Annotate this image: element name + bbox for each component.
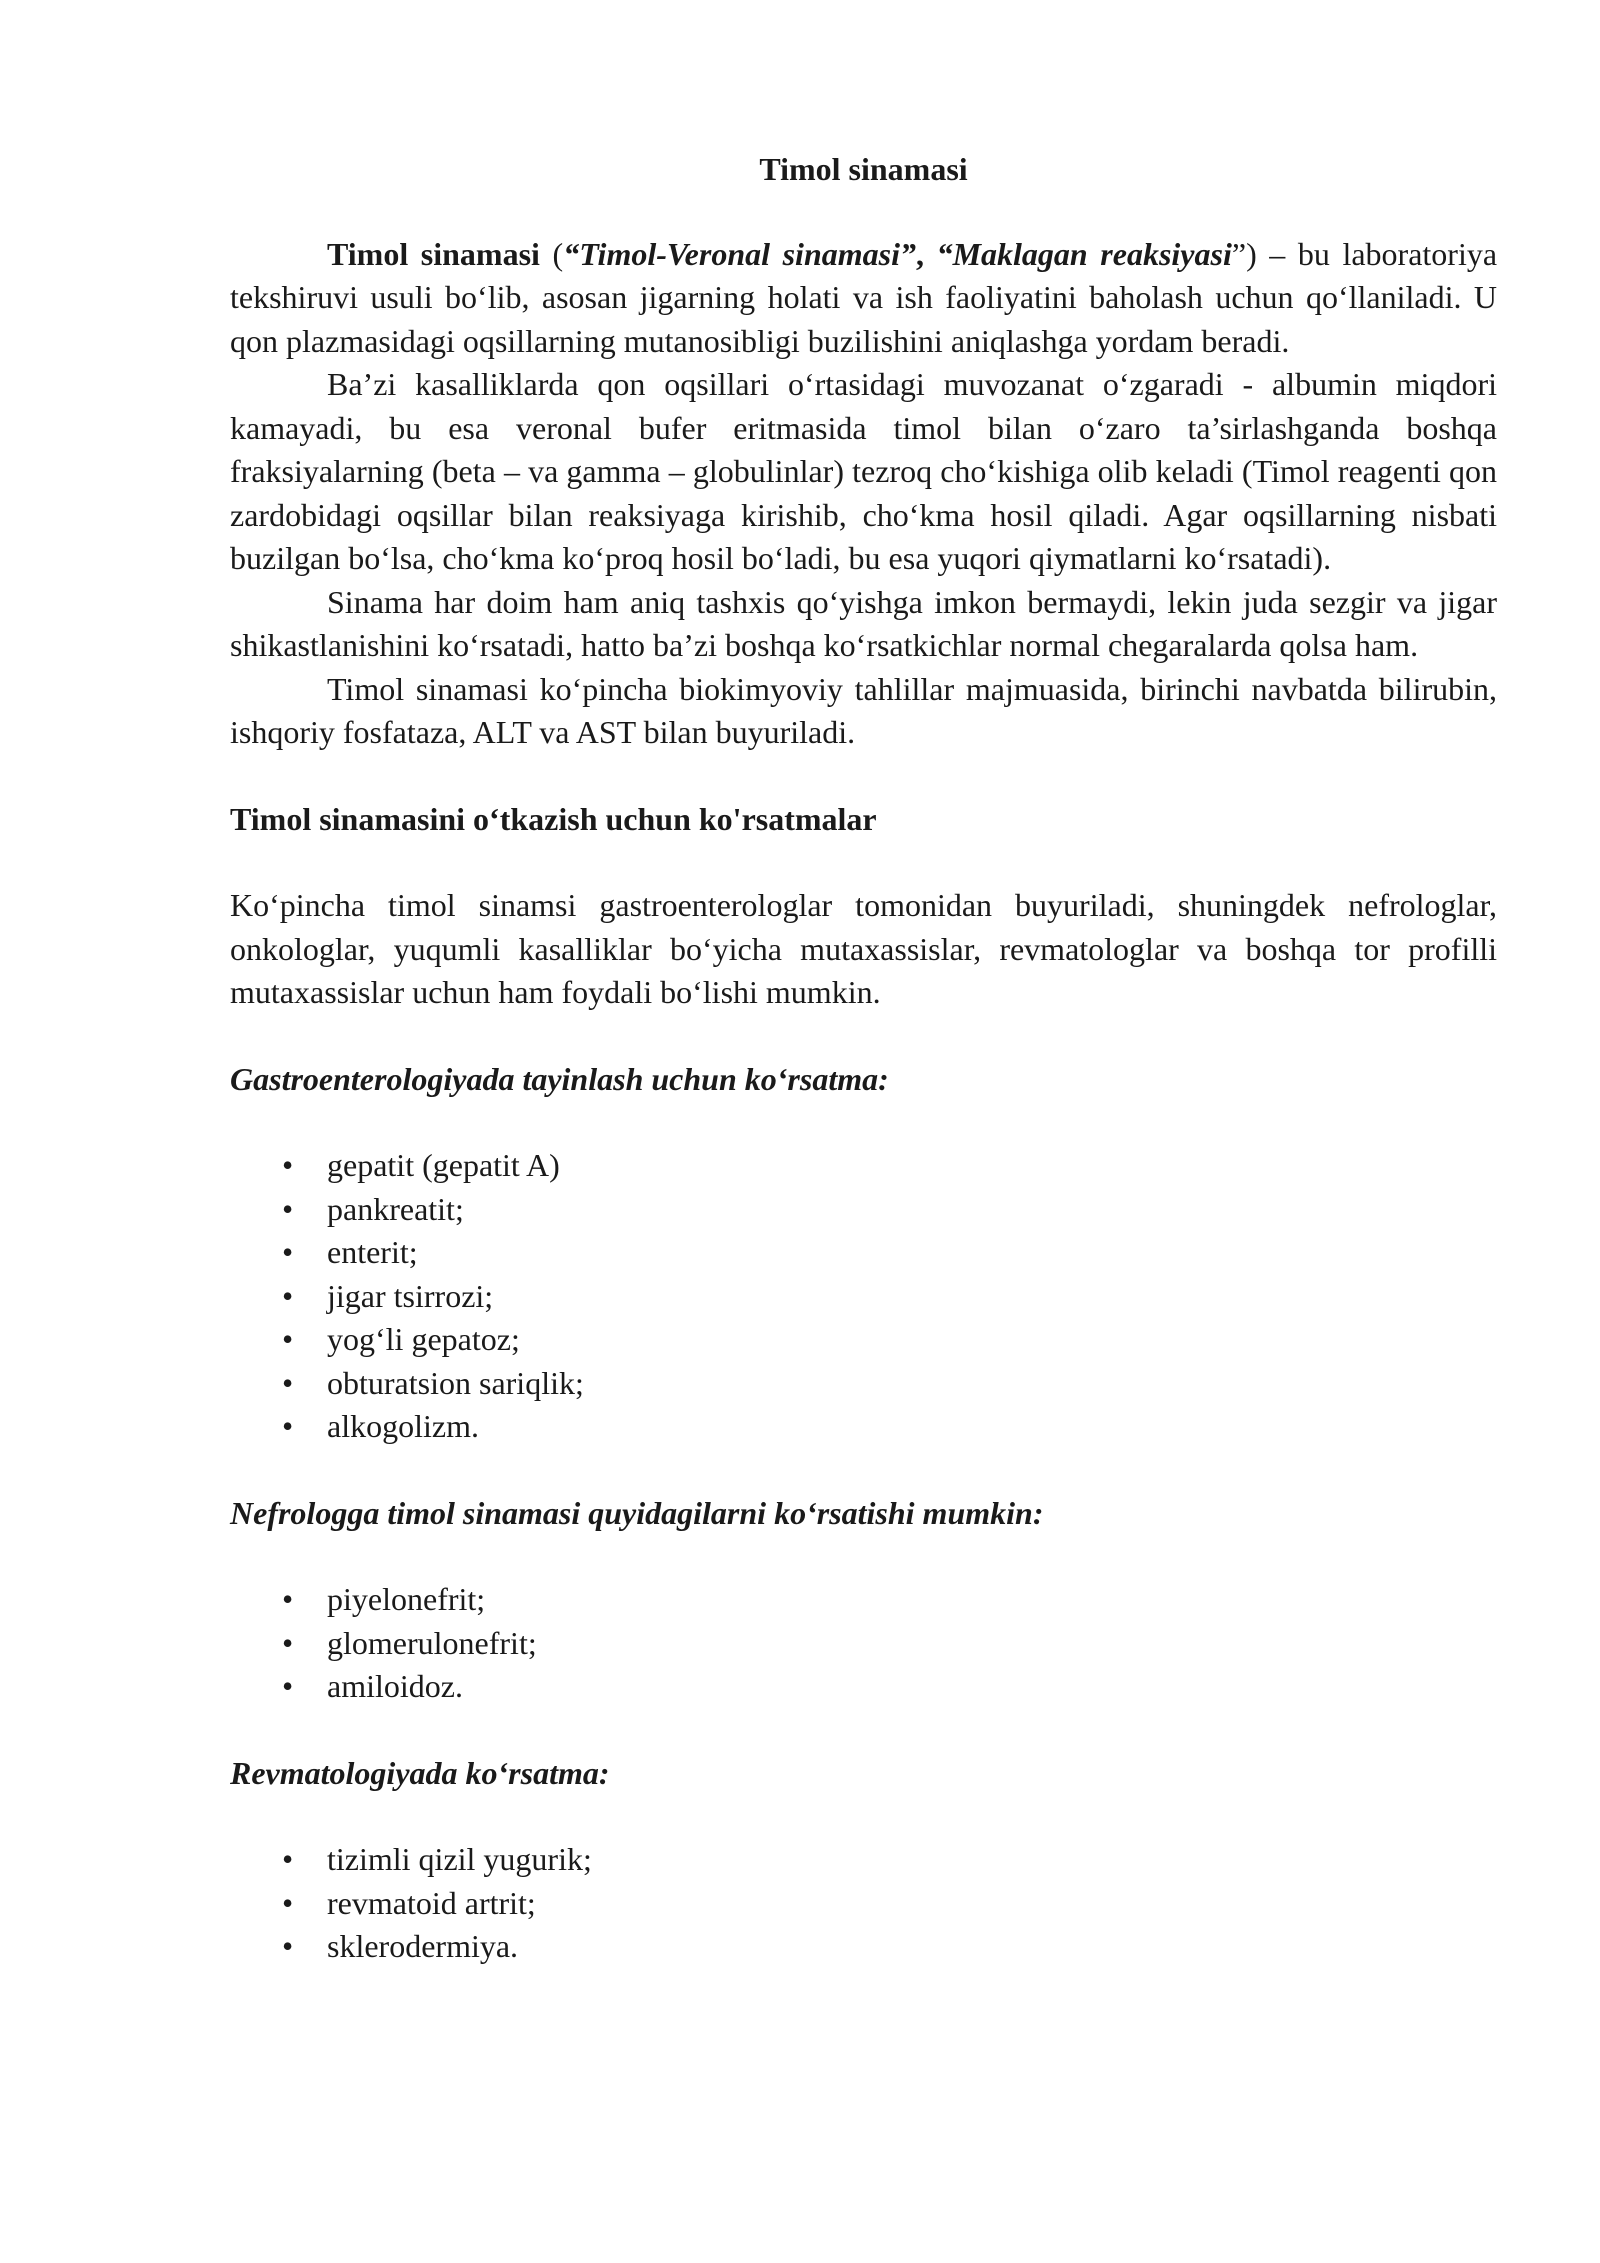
list-item-text: amiloidoz. — [327, 1668, 463, 1704]
list-item-text: enterit; — [327, 1234, 418, 1270]
list-item-text: tizimli qizil yugurik; — [327, 1841, 592, 1877]
intro-comma: , — [915, 235, 937, 272]
list-item — [230, 1318, 1497, 1362]
list-item-text: pankreatit; — [327, 1190, 464, 1227]
intro-rest: ”) – bu laboratoriya tekshiruvi usuli bo‘lib, asosan jigarning holati va ish faoliyatini baholash uchun qo‘llaniladi. U qon plazmasidagi oqsillarning mutanosibligi buzilishini aniqlashga yordam beradi. — [230, 235, 1498, 359]
bullet-icon: • — [282, 1624, 294, 1661]
list-item — [230, 1405, 1497, 1449]
list-item — [230, 1838, 1497, 1882]
bullet-icon: • — [282, 1321, 294, 1357]
bullet-icon: • — [282, 1408, 294, 1444]
list-item — [230, 1622, 1497, 1666]
list-item — [230, 1231, 1497, 1275]
list-rheumatology — [230, 1838, 1497, 1969]
list-item-text: yog‘li gepatoz; — [327, 1321, 520, 1357]
bullet-icon: • — [282, 1364, 294, 1401]
bullet-icon: • — [282, 1668, 294, 1704]
list-item-text: alkogolizm. — [327, 1408, 479, 1444]
section-intro-paragraph: Ko‘pincha timol sinamsi gastroenterologlar tomonidan buyuriladi, shuningdek nefrologlar, onkologlar, yuqumli kasalliklar bo‘yicha mutaxassislar, revmatologlar va boshqa tor profilli mutaxassislar uchun ham foydali bo‘lishi mumkin. — [230, 887, 1497, 1010]
list-item — [230, 1665, 1497, 1709]
bullet-icon: • — [282, 1234, 294, 1270]
list-item — [230, 1275, 1497, 1319]
paragraph-2: Ba’zi kasalliklarda qon oqsillari o‘rtasidagi muvozanat o‘zgaradi - albumin miqdori kamayadi, bu esa veronal bufer eritmasida timol bilan o‘zaro ta’sirlashganda boshqa fraksiyalarning (beta – va gamma – globulinlar) tezroq cho‘kishiga olib keladi (Timol reagenti qon zardobidagi oqsillar bilan reaksiyaga kirishib, cho‘kma hosil qiladi. Agar oqsillarning nisbati buzilgan bo‘lsa, cho‘kma ko‘proq hosil bo‘ladi, bu esa yuqori qiymatlarni ko‘rsatadi). — [230, 366, 1497, 576]
list-heading-gastroenterology: Gastroenterologiyada tayinlash uchun ko‘rsatma: — [230, 1060, 889, 1097]
paragraph-3: Sinama har doim ham aniq tashxis qo‘yishga imkon bermaydi, lekin juda sezgir va jigar shikastlanishini ko‘rsatadi, hatto ba’zi boshqa ko‘rsatkichlar normal chegaralarda qolsa ham. — [230, 583, 1497, 663]
intro-alt-name-2: “Maklagan reaksiyasi — [936, 235, 1232, 272]
list-heading-rheumatology: Revmatologiyada ko‘rsatma: — [230, 1754, 610, 1791]
list-item-text: sklerodermiya. — [327, 1928, 519, 1964]
list-item — [230, 1925, 1497, 1969]
intro-bold-lead: Timol sinamasi — [327, 235, 540, 272]
bullet-icon: • — [282, 1884, 294, 1921]
intro-alt-name-1: “Timol-Veronal sinamasi” — [563, 235, 916, 272]
list-nephrology — [230, 1578, 1497, 1709]
list-item — [230, 1144, 1497, 1188]
bullet-icon: • — [282, 1581, 294, 1617]
list-item — [230, 1188, 1497, 1232]
document-title: Timol sinamasi — [759, 151, 968, 187]
list-item-text: glomerulonefrit; — [327, 1624, 537, 1661]
list-item-text: obturatsion sariqlik; — [327, 1364, 584, 1401]
list-heading-nephrology: Nefrologga timol sinamasi quyidagilarni ko‘rsatishi mumkin: — [230, 1494, 1044, 1531]
list-gastroenterology — [230, 1144, 1497, 1449]
bullet-icon: • — [282, 1841, 294, 1877]
list-item-text: gepatit (gepatit A) — [327, 1147, 560, 1183]
list-item-text: revmatoid artrit; — [327, 1884, 536, 1921]
list-item — [230, 1362, 1497, 1406]
list-item — [230, 1578, 1497, 1622]
bullet-icon: • — [282, 1277, 294, 1314]
document-page — [230, 148, 1497, 1969]
list-item-text: jigar tsirrozi; — [327, 1277, 494, 1314]
list-item — [230, 1882, 1497, 1926]
section-heading: Timol sinamasini o‘tkazish uchun ko'rsatmalar — [230, 800, 877, 837]
list-item-text: piyelonefrit; — [327, 1581, 486, 1617]
paragraph-4: Timol sinamasi ko‘pincha biokimyoviy tahlillar majmuasida, birinchi navbatda bilirubin, ishqoriy fosfataza, ALT va AST bilan buyuriladi. — [230, 670, 1497, 750]
intro-paragraph — [230, 233, 1497, 364]
bullet-icon: • — [282, 1190, 294, 1227]
bullet-icon: • — [282, 1147, 294, 1183]
bullet-icon: • — [282, 1928, 294, 1964]
intro-paren-open: ( — [539, 235, 564, 272]
